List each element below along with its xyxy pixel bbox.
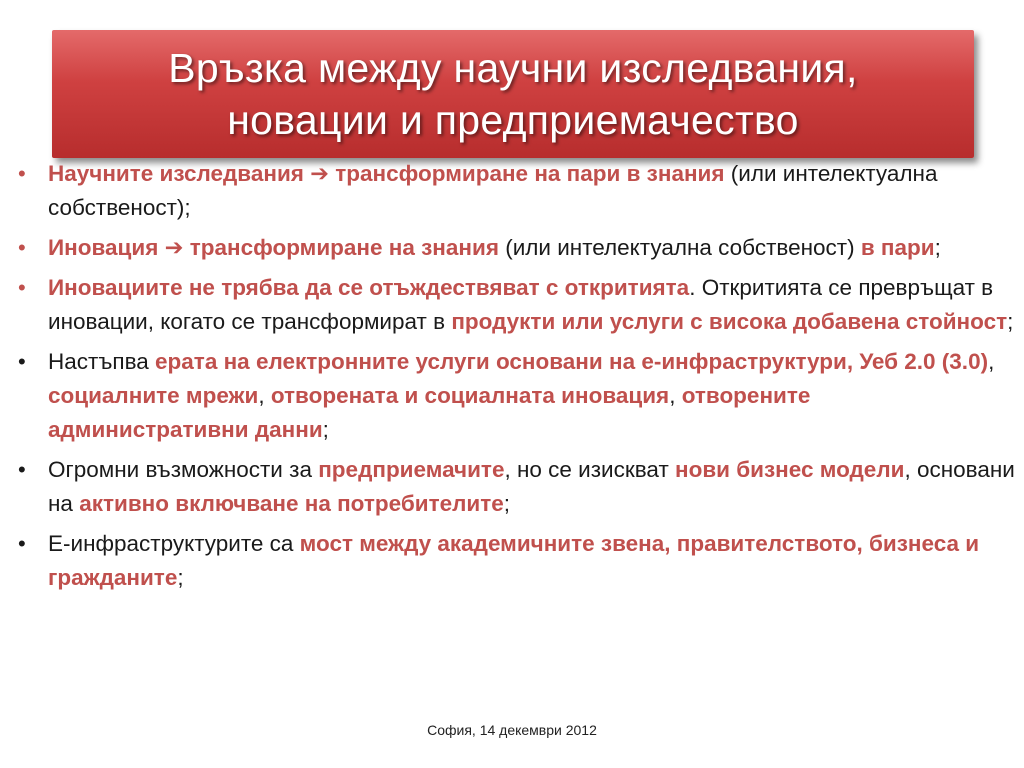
plain-text: (или интелектуална собственост): [498, 235, 861, 260]
highlighted-text: трансформиране на пари в знания: [335, 161, 725, 186]
bullet-text: [48, 275, 1013, 334]
highlighted-text: предприемачите: [318, 457, 505, 482]
bullet-dot-icon: •: [18, 235, 26, 260]
slide-footer-date: София, 14 декември 2012: [427, 722, 597, 738]
plain-text: ;: [322, 417, 329, 442]
highlighted-text: отворената и социалната иновация: [270, 383, 670, 408]
bullet-dot-icon: •: [18, 275, 26, 300]
highlighted-text: активно включване на потребителите: [79, 491, 504, 516]
plain-text: . Откритията се превръщат в иновации, когато се трансформират в: [48, 275, 994, 334]
slide-title-line-2: новации и предприемачество: [227, 97, 799, 143]
bullet-item-3: [12, 271, 1017, 339]
bullet-dot-icon: •: [18, 349, 26, 374]
bullet-list: [12, 157, 1017, 601]
bullet-dot-icon: •: [18, 457, 26, 482]
highlighted-text: мост между академичните звена, правителството, бизнеса и гражданите: [48, 531, 980, 590]
bullet-dot-icon: •: [18, 161, 26, 186]
bullet-text: [48, 349, 994, 442]
highlighted-text: ерата на електронните услуги основани на е-инфраструктури, Уеб 2.0 (3.0): [155, 349, 989, 374]
bullet-item-4: [12, 345, 1017, 447]
bullet-item-6: [12, 527, 1017, 595]
slide-title-line-1: Връзка между научни изследвания,: [168, 45, 858, 91]
highlighted-text: Иновация: [48, 235, 159, 260]
bullet-text: [48, 161, 937, 220]
plain-text: ;: [177, 565, 184, 590]
plain-text: ;: [934, 235, 941, 260]
highlighted-text: Иновациите не трябва да се отъждествяват с откритията: [48, 275, 690, 300]
bullet-item-1: [12, 157, 1017, 225]
bullet-item-5: [12, 453, 1017, 521]
bullet-item-2: [12, 231, 1017, 265]
bullet-text: [48, 457, 1015, 516]
plain-text: Е-инфраструктурите са: [48, 531, 300, 556]
bullet-text: [48, 235, 941, 260]
bullet-text: [48, 531, 979, 590]
plain-text: Огромни възможности за: [48, 457, 319, 482]
slide-title: [168, 42, 858, 146]
highlighted-text: нови бизнес модели: [675, 457, 905, 482]
plain-text: ,: [988, 349, 995, 374]
highlighted-text: в пари: [860, 235, 935, 260]
arrow-right-icon: ➔: [158, 235, 190, 260]
arrow-right-icon: ➔: [303, 161, 336, 186]
plain-text: , но се изискват: [504, 457, 675, 482]
plain-text: ;: [503, 491, 511, 516]
highlighted-text: трансформиране на знания: [189, 235, 499, 260]
highlighted-text: отворените административни данни: [48, 383, 811, 442]
plain-text: ;: [1007, 309, 1014, 334]
slide-title-banner: [52, 30, 974, 158]
plain-text: (или интелектуална собственост);: [48, 161, 938, 220]
plain-text: ,: [258, 383, 271, 408]
highlighted-text: Научните изследвания: [48, 161, 304, 186]
highlighted-text: продукти или услуги с висока добавена стойност: [451, 309, 1008, 334]
plain-text: , основани на: [48, 457, 1015, 516]
plain-text: Настъпва: [48, 349, 156, 374]
plain-text: ,: [669, 383, 682, 408]
bullet-dot-icon: •: [18, 531, 26, 556]
highlighted-text: социалните мрежи: [48, 383, 259, 408]
